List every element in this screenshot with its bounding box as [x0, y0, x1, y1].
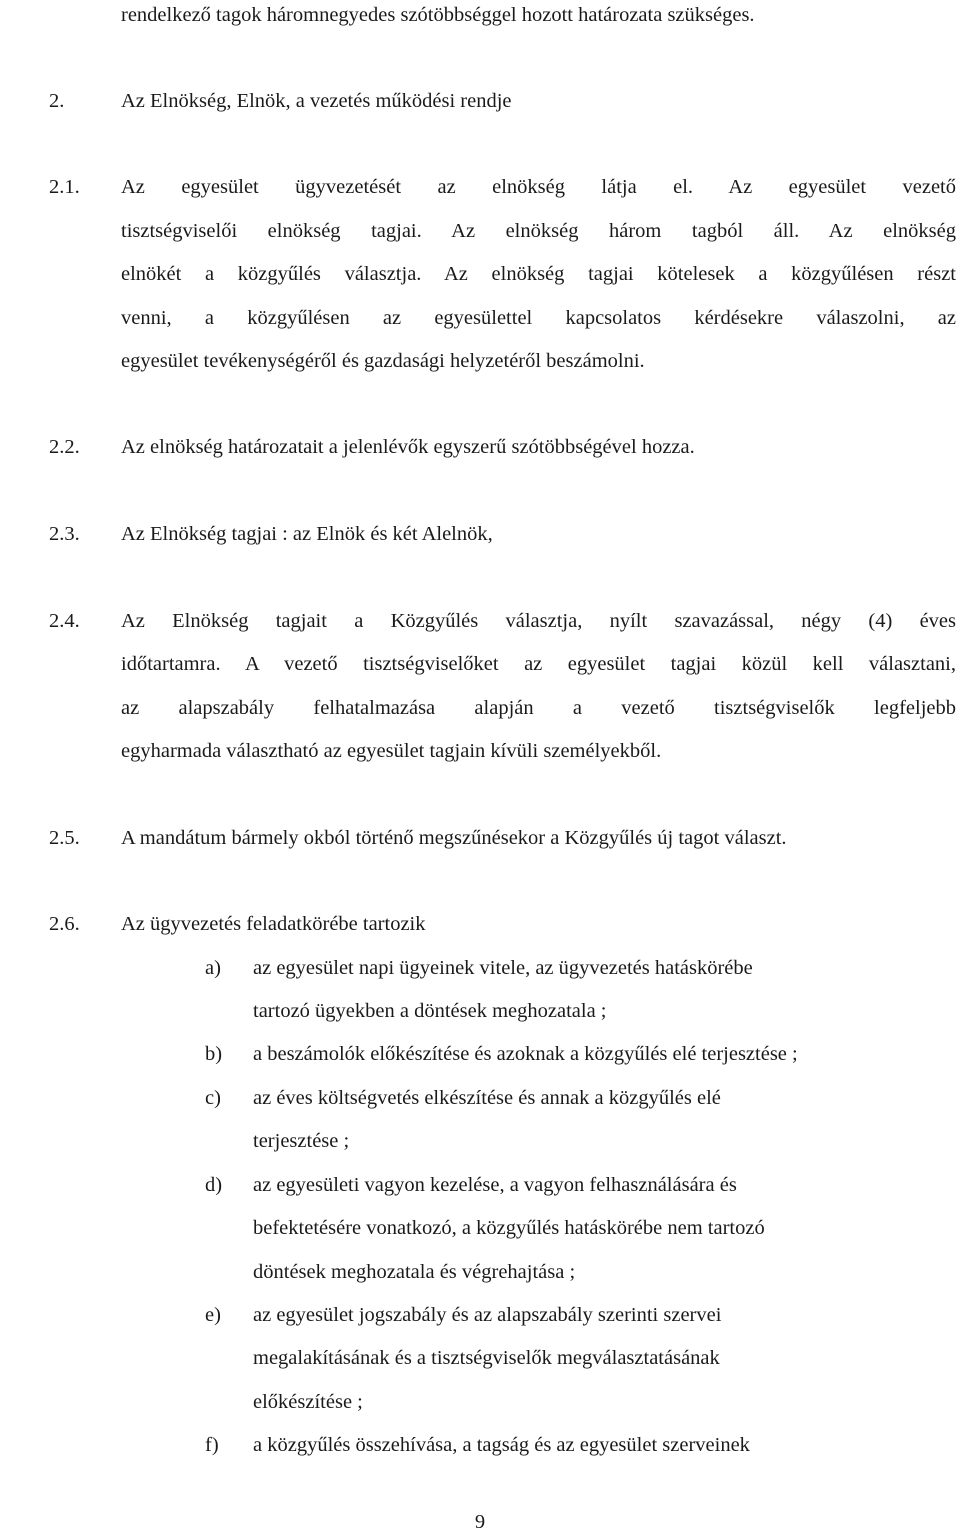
paragraph-2-1-line: elnökét a közgyűlés választja. Az elnökség tagjai kötelesek a közgyűlésen részt: [121, 263, 956, 285]
list-item-line: megalakításának és a tisztségviselők megválasztatásának: [253, 1347, 720, 1369]
list-item-label: e): [205, 1304, 221, 1326]
list-item-label: b): [205, 1043, 223, 1065]
section-title: Az Elnökség, Elnök, a vezetés működési rendje: [121, 90, 512, 112]
paragraph-number-2-1: 2.1.: [49, 176, 80, 198]
paragraph-2-2-text: Az elnökség határozatait a jelenlévők egyszerű szótöbbségével hozza.: [121, 436, 695, 458]
paragraph-number-2-5: 2.5.: [49, 827, 80, 849]
paragraph-number-2-6: 2.6.: [49, 913, 80, 935]
paragraph-2-4-line: az alapszabály felhatalmazása alapján a vezető tisztségviselők legfeljebb: [121, 697, 956, 719]
paragraph-2-4-line: Az Elnökség tagjait a Közgyűlés választja, nyílt szavazással, négy (4) éves: [121, 610, 956, 632]
paragraph-number-2-4: 2.4.: [49, 610, 80, 632]
paragraph-2-6-text: Az ügyvezetés feladatkörébe tartozik: [121, 913, 426, 935]
list-item-line: előkészítése ;: [253, 1391, 363, 1413]
list-item-line: befektetésére vonatkozó, a közgyűlés hatáskörébe nem tartozó: [253, 1217, 765, 1239]
list-item-line: tartozó ügyekben a döntések meghozatala ;: [253, 1000, 607, 1022]
list-item-line: a közgyűlés összehívása, a tagság és az egyesület szerveinek: [253, 1434, 750, 1456]
list-item-line: az éves költségvetés elkészítése és annak a közgyűlés elé: [253, 1087, 721, 1109]
page-number: 9: [474, 1511, 486, 1533]
paragraph-2-4-line: időtartamra. A vezető tisztségviselőket az egyesület tagjai közül kell választani,: [121, 653, 956, 675]
paragraph-number-2-3: 2.3.: [49, 523, 80, 545]
paragraph-2-4-line: egyharmada választható az egyesület tagjain kívüli személyekből.: [121, 740, 662, 762]
list-item-line: az egyesület jogszabály és az alapszabály szerinti szervei: [253, 1304, 722, 1326]
paragraph-2-3-text: Az Elnökség tagjai : az Elnök és két Alelnök,: [121, 523, 493, 545]
list-item-label: d): [205, 1174, 223, 1196]
paragraph-2-1-line: egyesület tevékenységéről és gazdasági helyzetéről beszámolni.: [121, 350, 645, 372]
section-number: 2.: [49, 90, 65, 112]
list-item-line: az egyesületi vagyon kezelése, a vagyon felhasználására és: [253, 1174, 737, 1196]
list-item-line: döntések meghozatala és végrehajtása ;: [253, 1261, 576, 1283]
paragraph-number-2-2: 2.2.: [49, 436, 80, 458]
list-item-label: f): [205, 1434, 219, 1456]
list-item-line: az egyesület napi ügyeinek vitele, az ügyvezetés hatáskörébe: [253, 957, 753, 979]
paragraph-2-5-text: A mandátum bármely okból történő megszűnésekor a Közgyűlés új tagot választ.: [121, 827, 787, 849]
paragraph-2-1-line: Az egyesület ügyvezetését az elnökség látja el. Az egyesület vezető: [121, 176, 956, 198]
paragraph-2-1-line: tisztségviselői elnökség tagjai. Az elnökség három tagból áll. Az elnökség: [121, 220, 956, 242]
list-item-line: a beszámolók előkészítése és azoknak a közgyűlés elé terjesztése ;: [253, 1043, 798, 1065]
list-item-line: terjesztése ;: [253, 1130, 350, 1152]
intro-line: rendelkező tagok háromnegyedes szótöbbséggel hozott határozata szükséges.: [121, 4, 755, 26]
list-item-label: c): [205, 1087, 221, 1109]
paragraph-2-1-line: venni, a közgyűlésen az egyesülettel kapcsolatos kérdésekre válaszolni, az: [121, 307, 956, 329]
list-item-label: a): [205, 957, 221, 979]
